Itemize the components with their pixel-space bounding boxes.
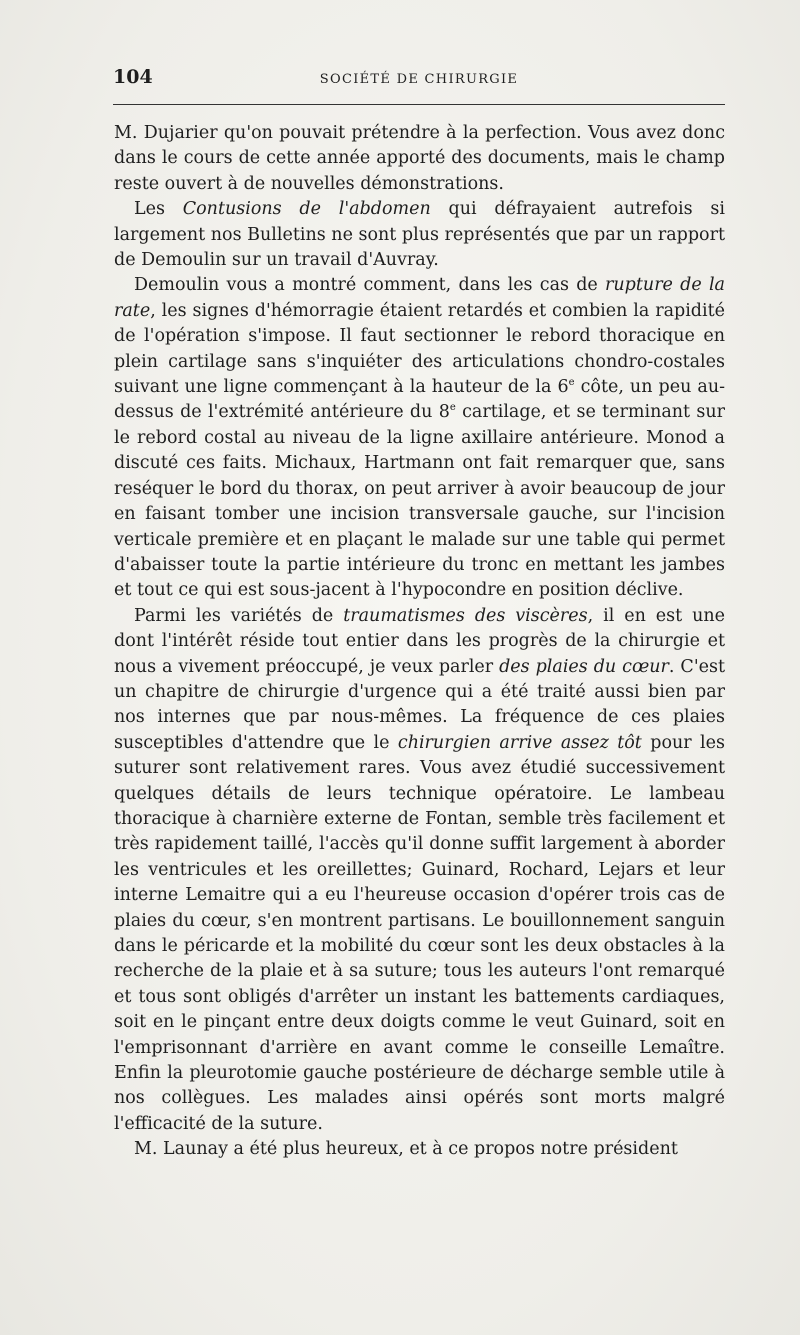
paragraph-text: qui défrayaient autrefois si largement nos Bulletins ne sont plus représentés que par un rapport de Demoulin sur un travail d'Auvray. — [114, 199, 725, 271]
paragraph-text: Les — [134, 199, 183, 220]
paragraph — [114, 604, 725, 1138]
italic-term: rupture de la rate — [114, 275, 725, 321]
paragraph — [114, 121, 725, 197]
italic-term: chirurgien arrive assez tôt — [397, 732, 642, 753]
paragraph-text: , les signes d'hémorragie étaient retardés et combien la rapidité de l'opération s'impose. Il faut sectionner le rebord thoracique en plein cartilage sans s'inquiéter des articulations chondro-costales suivant une ligne commençant à la hauteur de la 6 — [114, 300, 725, 398]
body-text — [114, 121, 725, 1163]
paragraph — [114, 1137, 725, 1162]
superscript: e — [568, 377, 575, 389]
paragraph-text: M. Launay a été plus heureux, et à ce propos notre président — [134, 1139, 678, 1160]
italic-term: des plaies du cœur — [499, 656, 669, 677]
paragraph-text: , il en est une dont l'intérêt réside tout entier dans les progrès de la chirurgie et nous a vivement préoccupé, je veux parler — [114, 605, 726, 677]
italic-term: Contusions de l'abdomen — [182, 199, 431, 220]
paragraph-text: . C'est un chapitre de chirurgie d'urgence qui a été traité aussi bien par nos internes que par nous-mêmes. La fréquence de ces plaies susceptibles d'attendre que le — [114, 656, 725, 753]
paragraph-text: côte, un peu au-dessus de l'extrémité antérieure du 8 — [114, 377, 725, 423]
header-rule — [113, 104, 725, 105]
page-number: 104 — [113, 66, 153, 88]
paragraph-text: cartilage, et se terminant sur le rebord costal au niveau de la ligne axillaire antérieure. Monod a discuté ces faits. Michaux, Hartmann ont fait remarquer que, sans reséquer le bord du thorax, on peut arriver à avoir beaucoup de jour en faisant tomber une incision transversale gauche, sur l'incision verticale première et en plaçant le malade sur une table qui permet d'abaisser toute la partie intérieure du tronc en mettant les jambes et tout ce qui est sous-jacent à l'hypocondre en position déclive. — [114, 402, 725, 601]
paragraph-text: M. Dujarier qu'on pouvait prétendre à la perfection. Vous avez donc dans le cours de cette année apporté des documents, mais le champ reste ouvert à de nouvelles démonstrations. — [114, 123, 725, 194]
paragraph-text: Parmi les variétés de — [134, 605, 344, 626]
superscript: e — [449, 402, 456, 414]
italic-term: traumatismes des viscères — [343, 605, 588, 626]
page-header — [113, 66, 725, 92]
paragraph-text: pour les suturer sont relativement rares. Vous avez étudié successivement quelques détails de leurs technique opératoire. Le lambeau thoracique à charnière externe de Fontan, semble très facilement et très rapidement taillé, l'accès qu'il donne suffit largement à aborder les ventricules et les oreillettes; Guinard, Rochard, Lejars et leur interne Lemaitre qui a eu l'heureuse occasion d'opérer trois cas de plaies du cœur, s'en montrent partisans. Le bouillonnement sanguin dans le péricarde et la mobilité du cœur sont les deux obstacles à la recherche de la plaie et à sa suture; tous les auteurs l'ont remarqué et tous sont obligés d'arrêter un instant les battements cardiaques, soit en le pinçant entre deux doigts comme le veut Guinard, soit en l'emprisonnant d'arrière en avant comme le conseille Lemaître. Enfin la pleurotomie gauche postérieure de décharge semble utile à nos collègues. Les malades ainsi opérés sont morts malgré l'efficacité de la suture. — [114, 732, 725, 1134]
running-head: SOCIÉTÉ DE CHIRURGIE — [319, 72, 519, 87]
paragraph — [114, 273, 725, 603]
paragraph-text: Demoulin vous a montré comment, dans les cas de — [134, 275, 606, 296]
paragraph — [114, 197, 725, 273]
